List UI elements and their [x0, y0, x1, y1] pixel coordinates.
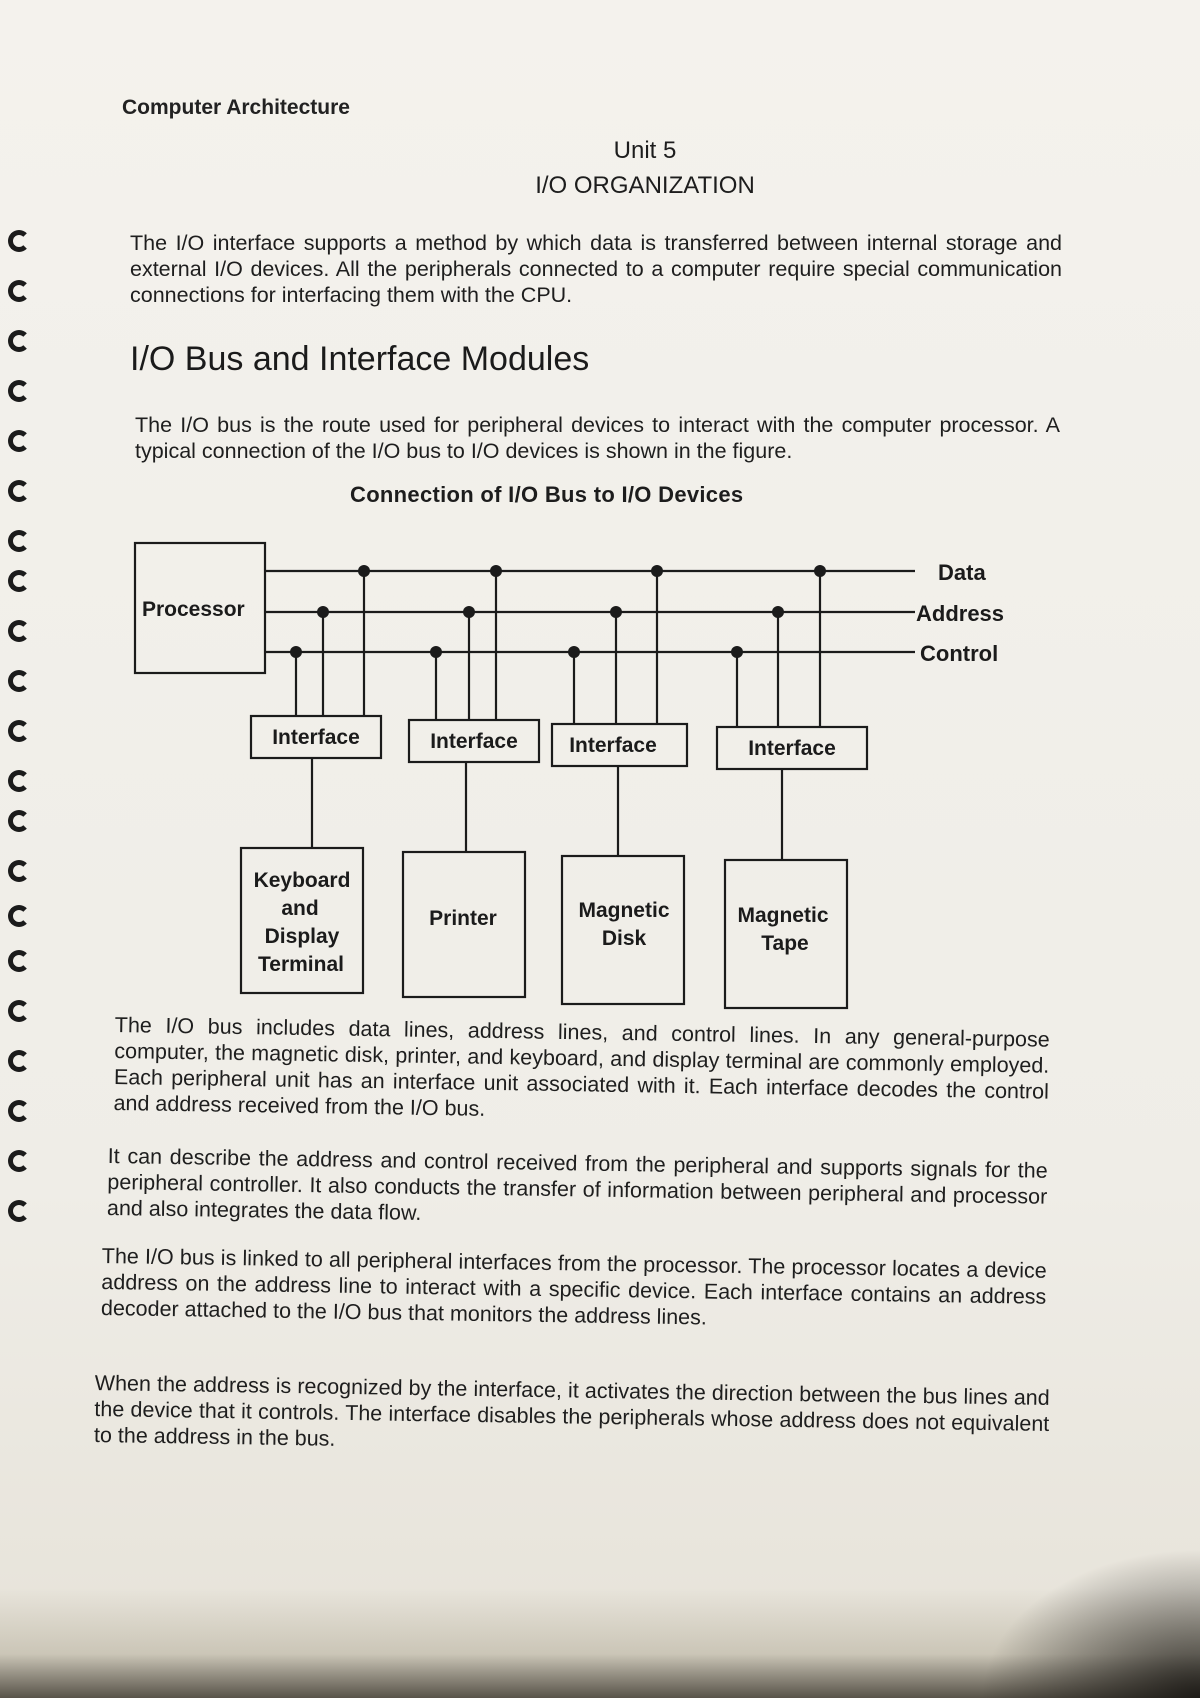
interface-label: Interface — [569, 734, 657, 757]
processor-label: Processor — [142, 598, 245, 621]
page-corner-shadow — [980, 1548, 1200, 1698]
device-label: and — [281, 897, 319, 920]
unit-title: I/O ORGANIZATION — [535, 172, 755, 199]
paragraph-description: It can describe the address and control received from the peripheral and supports signals for the peripheral controller. It also conducts the transfer of information between peripheral and processor and also integrates the data flow. — [106, 1143, 1048, 1225]
paragraph-linking: The I/O bus is linked to all peripheral interfaces from the processor. The processor locates a device address on the address line to interact with a specific device. Each interface contains an address decoder attached to the I/O bus that monitors the address lines. — [100, 1243, 1047, 1330]
device-label: Disk — [601, 927, 647, 950]
interface-label: Interface — [272, 726, 360, 749]
unit-number: Unit 5 — [613, 137, 677, 164]
device-label: Magnetic — [737, 904, 829, 927]
device-label: Terminal — [258, 953, 344, 976]
course-header: Computer Architecture — [122, 96, 350, 119]
figure-title: Connection of I/O Bus to I/O Devices — [350, 482, 744, 507]
interface-label: Interface — [748, 737, 836, 760]
bus-label-data: Data — [938, 560, 986, 585]
intro-paragraph: The I/O interface supports a method by which data is transferred between internal storage and external I/O devices. All the peripherals connected to a computer require special communication connections for interfacing them with the CPU. — [130, 231, 1062, 307]
section-heading: I/O Bus and Interface Modules — [130, 340, 590, 378]
bus-paragraph: The I/O bus is the route used for peripheral devices to interact with the computer processor. A typical connection of the I/O bus to I/O devices is shown in the figure. — [135, 413, 1060, 463]
device-label: Magnetic — [578, 899, 670, 922]
device-label: Keyboard — [253, 869, 351, 892]
device-label: Display — [264, 925, 340, 948]
paragraph-bus-lines: The I/O bus includes data lines, address lines, and control lines. In any general-purpose computer, the magnetic disk, printer, and keyboard, and display terminal are commonly employed. Each peripheral unit has an interface unit associated with it. Each interface decodes the control and address received from the I/O bus. — [113, 1012, 1050, 1121]
paragraph-address-recognized: When the address is recognized by the interface, it activates the direction between the bus lines and the device that it controls. The interface disables the peripherals whose address does not equivalent to the address in the bus. — [93, 1370, 1050, 1451]
device-label: Printer — [429, 907, 497, 930]
bus-label-control: Control — [920, 641, 999, 666]
interface-label: Interface — [430, 730, 518, 753]
device-label: Tape — [761, 932, 809, 955]
bus-label-address: Address — [916, 601, 1005, 626]
